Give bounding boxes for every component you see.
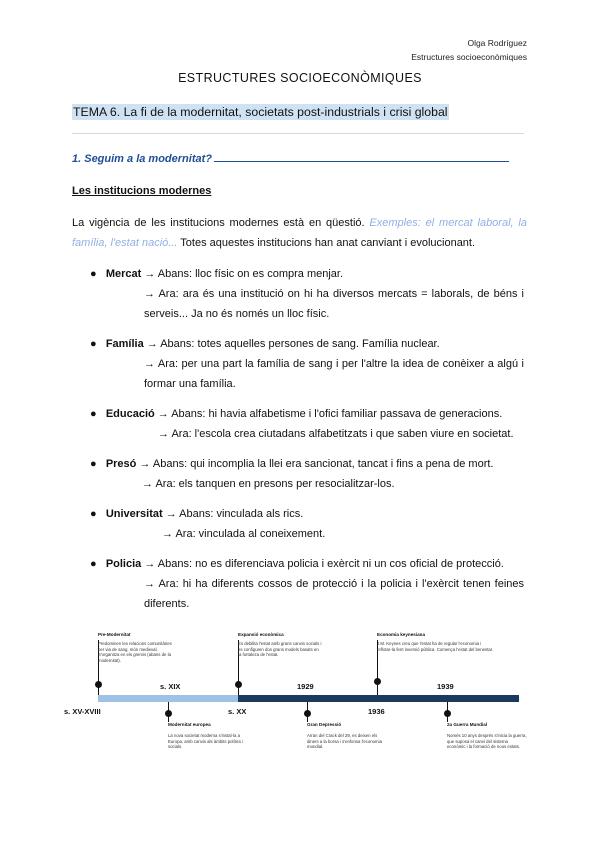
bullet-ara: → Ara: ara és una institució on hi ha diversos mercats = laborals, de béns i serveis... Ja no és només un lloc físic. (144, 288, 524, 320)
bullet-ara: → Ara: l'escola crea ciutadans alfabetitzats i que saben viure en societat. (158, 428, 514, 440)
intro-text-a: La vigència de les institucions modernes està en qüestió. (72, 217, 370, 229)
timeline-event-head: Economia keynesiana (377, 632, 426, 637)
timeline-event-head: Pre-Modernitat (98, 632, 131, 637)
timeline-dot (444, 710, 451, 717)
timeline-label: s. XV-XVIII (64, 707, 101, 716)
bullet-item: ● Universitat → Abans: vinculada als rics. → Ara: vinculada al coneixement. (90, 504, 530, 544)
timeline-dot (235, 681, 242, 688)
header-author: Olga Rodríguez (467, 38, 527, 48)
bullet-abans: → Abans: vinculada als rics. (162, 508, 304, 520)
timeline-dot (95, 681, 102, 688)
header-subject: Estructures socioeconòmiques (411, 52, 527, 62)
timeline-label: 1939 (437, 682, 454, 691)
timeline-dot (304, 710, 311, 717)
bullet-term: Presó (105, 458, 137, 470)
divider (72, 133, 524, 134)
bullet-item: ● Mercat → Abans: lloc físic on es compra menjar. → Ara: ara és una institució on hi ha diversos mercats = laborals, de béns i serveis... Ja no és només un lloc físic. (90, 264, 530, 324)
timeline-event-text: J.M. Keynes creu que l'estat ha de regular l'economia i reflotar-la fent inversió pública. Comença l'estat del benestar. (377, 641, 494, 652)
bullet-item: ● Policia → Abans: no es diferenciava policia i exèrcit ni un cos oficial de protecció. → Ara: hi ha diferents cossos de protecció i la policia i l'exèrcit tenen feines diferents. (90, 554, 530, 614)
timeline-label: s. XX (228, 707, 247, 716)
timeline-event-head: 2a Guerra Mundial (447, 722, 488, 727)
bullet-ara: → Ara: els tanquen en presons per resocialitzar-los. (142, 478, 395, 490)
bullet-abans: → Abans: totes aquelles persones de sang. Família nuclear. (143, 338, 440, 350)
bullet-item: ● Família → Abans: totes aquelles persones de sang. Família nuclear. → Ara: per una part la família de sang i per l'altre la idea de conèixer a algú i formar una família. (90, 334, 530, 394)
timeline-dot (374, 678, 381, 685)
bullet-abans: → Abans: hi havia alfabetisme i l'ofici familiar passava de generacions. (154, 408, 503, 420)
bullet-abans: → Abans: qui incomplia la llei era sancionat, tancat i fins a pena de mort. (136, 458, 494, 470)
timeline-label: 1929 (297, 682, 314, 691)
bullet-term: Policia (105, 558, 142, 570)
timeline-event-text: Arran del Crack del 29, es deixen els diners a la borsa i s'enfonsa l'economia mundial. (307, 733, 382, 750)
section-underline (214, 151, 509, 162)
bullet-term: Educació (105, 408, 155, 420)
subheading: Les institucions modernes (72, 185, 212, 197)
tema-heading: TEMA 6. La fi de la modernitat, societats post-industrials i crisi global (73, 105, 448, 119)
bullet-ara: → Ara: per una part la família de sang i per l'altre la idea de conèixer a algú i formar una família. (144, 358, 524, 390)
timeline-event-text: Predominen les relacions comunitàries per via de sang, món medieval. S'organitza en els gremis (abans de la modernitat). (98, 641, 172, 663)
timeline-event-text: Només 10 anys després s'inicia la guerra, que suposa el canvi del sistema econòmic i la formació de nous estats. (447, 733, 527, 750)
timeline-event-head: Gran Depressió (307, 722, 342, 727)
bullet-term: Família (105, 338, 144, 350)
section-title: 1. Seguim a la modernitat? (72, 153, 212, 165)
intro-paragraph (72, 213, 527, 253)
section-heading (72, 151, 509, 165)
timeline-event-text: Es debilita l'estat amb grans canvis socials i es configuren dos grans models basats en la fortaleza de l'estat. (238, 641, 322, 658)
timeline-bar-early (98, 695, 238, 702)
bullet-abans: → Abans: lloc físic on es compra menjar. (141, 268, 344, 280)
timeline-label: s. XIX (160, 682, 181, 691)
timeline-event-text: La nova societat moderna s'instal·la a Europa, amb canvis als àmbits polítics i socials. (168, 733, 244, 750)
document-title: ESTRUCTURES SOCIOECONÒMIQUES (178, 71, 422, 85)
timeline-event-head: Expansió econòmica (238, 632, 284, 637)
bullet-abans: → Abans: no es diferenciava policia i exèrcit ni un cos oficial de protecció. (141, 558, 504, 570)
bullet-item: ● Educació → Abans: hi havia alfabetisme i l'ofici familiar passava de generacions. → Ara: l'escola crea ciutadans alfabetitzats i que saben viure en societat. (90, 404, 530, 444)
bullet-term: Mercat (105, 268, 142, 280)
timeline-event-head: Modernitat europea (168, 722, 211, 727)
bullet-ara: → Ara: vinculada al coneixement. (162, 528, 326, 540)
intro-text-b: Totes aquestes institucions han anat canviant i evolucionant. (177, 237, 476, 249)
bullet-ara: → Ara: hi ha diferents cossos de protecció i la policia i l'exèrcit tenen feines diferents. (144, 578, 524, 610)
timeline-dot (165, 710, 172, 717)
intro-examples: Exemples: el mercat laboral, la família, l'estat nació... (72, 217, 527, 249)
timeline-bar-mid (238, 695, 377, 702)
timeline-label: 1936 (368, 707, 385, 716)
bullet-item: ● Presó → Abans: qui incomplia la llei era sancionat, tancat i fins a pena de mort. → Ara: els tanquen en presons per resocialitzar-los. (90, 454, 530, 494)
bullet-term: Universitat (105, 508, 163, 520)
timeline-bar-late (377, 695, 519, 702)
